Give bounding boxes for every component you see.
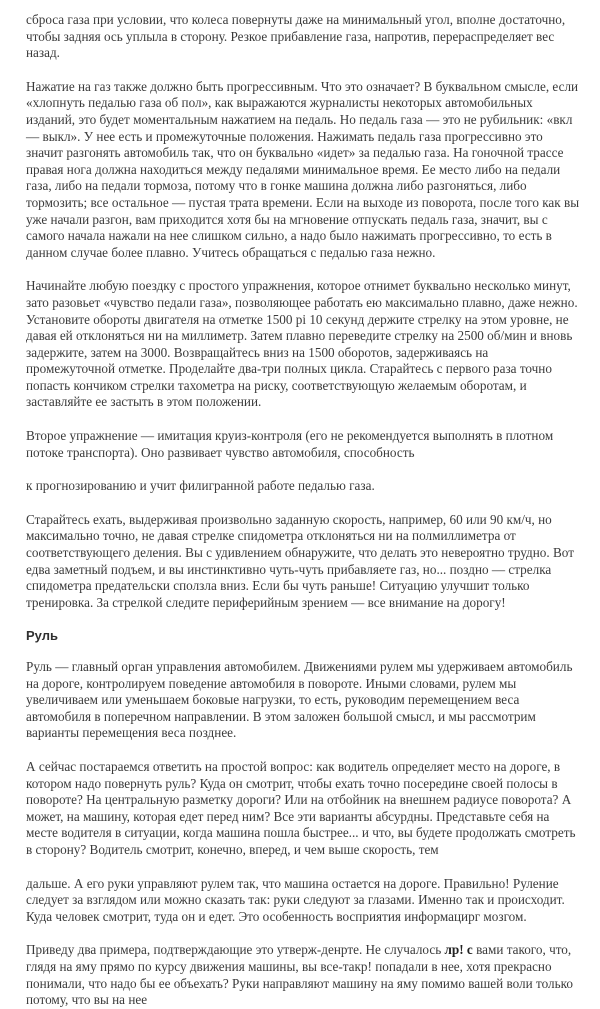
paragraph-speed-holding: Старайтесь ехать, выдерживая произвольно заданную скорость, например, 60 или 90 км/ч, но максимально точно, не давая стрелке спидометра отклоняться ни на полмиллиметра от соответствующего деления. Вы с удивлением обнаружите, что делать это невероятно трудно. Вот едва заметный подъем, и вы инстинктивно чуть-чуть прибавляете газ, но... поздно — стрелка спидометра предательски сползла вниз. Если бы чуть раньше! Ситуацию улучшит только тренировка. За стрелкой следите периферийным зрением — все внимание на дорогу! [26, 511, 574, 610]
examples-bold-text: лр! с [444, 942, 473, 958]
paragraph-exercise-two: Второе упражнение — имитация круиз-контроля (его не рекомендуется выполнять в плотном потоке транспорта). Оно развивает чувство автомобиля, способность [26, 428, 554, 460]
paragraph-steering-intro: Руль — главный орган управления автомобилем. Движениями рулем мы удерживаем автомобиль на дороге, контролируем поведение автомобиля в повороте. Иными словами, рулем мы увеличиваем или уменьшаем боковые нагрузки, то есть, руководим перемещением веса автомобиля в поперечном направлении. В этом заложен большой смысл, и мы рассмотрим варианты перемещения веса позднее. [26, 659, 573, 741]
paragraph-steering-question: А сейчас постараемся ответить на простой вопрос: как водитель определяет место на дороге, в котором надо повернуть руль? Куда он смотрит, чтобы ехать точно посередине своей полосы в повороте? На центральную разметку дороги? Или на отбойник на внешнем радиусе поворота? А может, на машину, которая едет перед ним? Все эти варианты абсурдны. Представьте себя на месте водителя в ситуации, когда машина пошла быстрее... и что, вы будете продолжать смотреть в сторону? Водитель смотрит, конечно, вперед, и чем выше скорость, тем [26, 758, 576, 857]
paragraph-exercise-one: Начинайте любую поездку с простого упражнения, которое отнимет буквально несколько минут, зато разовьет «чувство педали газа», позволяющее работать ею максимально плавно, даже нежно. Установите обороты двигателя на отметке 1500 pi 10 секунд держите стрелку на этом уровне, не давая ей отклоняться ни на миллиметр. Затем плавно переведите стрелку на 2500 об/мин и вновь задержите, затем на 3000. Возвращайтесь вниз на 1500 оборотов, задерживаясь на промежуточной отметке. Проделайте два-три полных цикла. Старайтесь с первого раза точно попасть кончиком стрелки тахометра на риску, соответствующую желаемым оборотам, и заставляйте ее застыть в этом положении. [26, 278, 578, 410]
paragraph-examples [26, 942, 580, 1008]
examples-text-end: вами такого, что, глядя на яму прямо по курсу движения машины, вы все-такр! попадали в нее, хотя прекрасно понимали, что надо бы ее объехать? Руки направляют машину на яму помимо вашей воли только потому, что вы на нее [26, 942, 573, 1008]
paragraph-progressive-throttle: Нажатие на газ также должно быть прогрессивным. Что это означает? В буквальном смысле, если «хлопнуть педалью газа об пол», как выражаются журналисты некоторых автомобильных изданий, это будет моментальным нажатием на педаль. Но педаль газа — это не рубильник: «вкл — выкл». У нее есть и промежуточные положения. Нажимать педаль газа прогрессивно это значит разгонять автомобиль так, что он буквально «идет» за педалью газа. На гоночной трассе правая нога должна находиться между педалями минимальное время. Ее место либо на педали газа, либо на педали тормоза, потому что в гонке машина должна либо разгоняться, либо тормозить; все остальное — пустая трата времени. Если на выходе из поворота, после того как вы уже начали разгон, вам приходится хотя бы на мгновение отпускать педаль газа, значит, вы с самого начала нажали на нее слишком сильно, а надо было нажимать прогрессивно, то есть в данном случае более плавно. Учитесь обращаться с педалью газа нежно. [26, 78, 580, 260]
paragraph-steering-gaze: дальше. А его руки управляют рулем так, что машина остается на дороге. Правильно! Руление следует за взглядом или можно сказать так: руки следуют за глазами. Именно так и происходит. Куда человек смотрит, туда он и едет. Это особенность восприятия информацирг мозгом. [26, 875, 565, 924]
section-heading-steering: Руль [26, 628, 58, 644]
paragraph-gas-release: сброса газа при условии, что колеса повернуты даже на минимальный угол, вполне достаточно, чтобы задняя ось уплыла в сторону. Резкое прибавление газа, напротив, перераспределяет вес назад. [26, 12, 566, 61]
examples-text-start: Приведу два примера, подтверждающие это утверж-денрте. Не случалось [26, 942, 445, 958]
paragraph-exercise-two-continued: к прогнозированию и учит филигранной работе педалью газа. [26, 478, 375, 494]
